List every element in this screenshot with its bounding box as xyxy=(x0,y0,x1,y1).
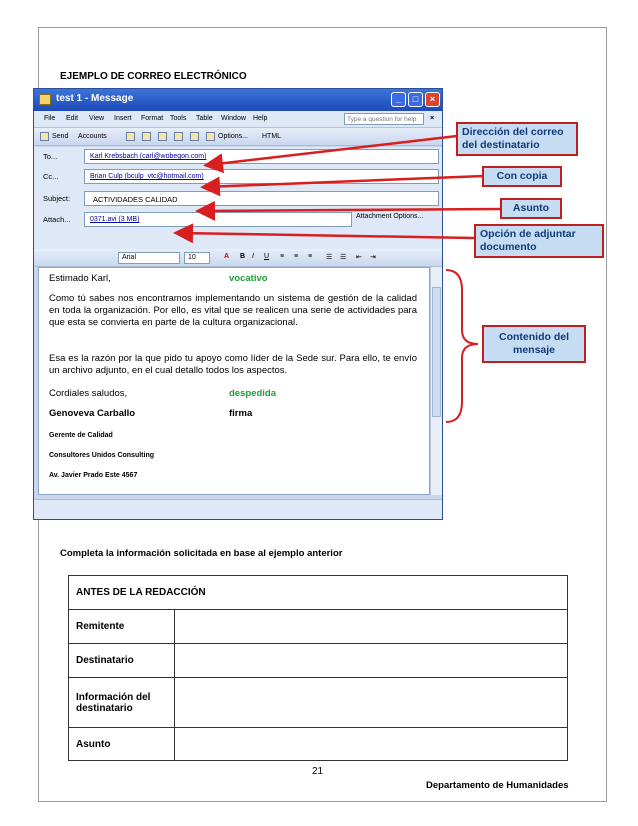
options-button[interactable]: Options... xyxy=(218,133,248,140)
send-button[interactable]: Send xyxy=(52,133,69,140)
row-input-destinatario[interactable] xyxy=(175,644,568,678)
attach-field[interactable]: 0371.avi (3 MB) xyxy=(84,212,352,227)
minimize-button[interactable]: _ xyxy=(391,92,406,107)
menu-edit[interactable]: Edit xyxy=(66,115,79,122)
italic-icon[interactable]: I xyxy=(252,253,254,260)
instruction-text: Completa la información solicitada en base al ejemplo anterior xyxy=(60,548,343,559)
callout-cc: Con copia xyxy=(482,166,562,187)
section-heading: EJEMPLO DE CORREO ELECTRÓNICO xyxy=(60,71,247,82)
menu-insert[interactable]: Insert xyxy=(114,115,132,122)
arrow-subject xyxy=(200,209,500,211)
table-row xyxy=(69,678,568,728)
callout-subject: Asunto xyxy=(500,198,562,219)
menu-window[interactable]: Window xyxy=(221,115,246,122)
bold-icon[interactable]: B xyxy=(240,253,246,260)
arrow-cc xyxy=(205,176,484,187)
menu-view[interactable]: View xyxy=(89,115,105,122)
font-size-select[interactable]: 10 xyxy=(184,252,210,264)
menu-help[interactable]: Help xyxy=(253,115,268,122)
cc-label[interactable]: Cc... xyxy=(43,172,59,181)
row-input-asunto[interactable] xyxy=(175,728,568,761)
page-number: 21 xyxy=(312,766,324,777)
to-label[interactable]: To... xyxy=(43,152,58,161)
callout-attach: Opción de adjuntar documento xyxy=(474,224,604,258)
closing: Cordiales saludos, xyxy=(49,388,128,399)
numbering-icon[interactable]: ☰ xyxy=(326,254,333,261)
close-button[interactable]: × xyxy=(425,92,440,107)
window-title: test 1 - Message xyxy=(56,93,134,104)
menu-file[interactable]: File xyxy=(44,115,56,122)
row-input-remitente[interactable] xyxy=(175,610,568,644)
callout-to: Dirección del correo del destinatario xyxy=(456,122,578,156)
to-field[interactable]: Karl Krebsbach (carl@wobegon.com) xyxy=(84,149,439,164)
help-search-input[interactable]: Type a question for help xyxy=(344,113,424,125)
row-label-remitente: Remitente xyxy=(69,610,175,644)
menu-table[interactable]: Table xyxy=(196,115,213,122)
subject-label: Subject: xyxy=(43,194,71,203)
signature-line-1: Gerente de Calidad xyxy=(49,432,113,439)
table-header-row xyxy=(69,576,568,610)
menu-tools[interactable]: Tools xyxy=(170,115,187,122)
signature-tag: firma xyxy=(229,408,253,419)
cc-field[interactable]: Brian Culp (bculp_vtc@hotmail.com) xyxy=(84,169,439,184)
menu-format[interactable]: Format xyxy=(141,115,164,122)
info-table xyxy=(68,575,568,761)
font-color-icon[interactable]: A xyxy=(224,253,230,260)
content-bracket xyxy=(446,270,478,422)
signature-line-3: Av. Javier Prado Este 4567 xyxy=(49,472,138,479)
attach-label[interactable]: Attach... xyxy=(43,215,71,224)
attachment-options-button[interactable]: Attachment Options... xyxy=(356,213,424,220)
row-input-informacion[interactable] xyxy=(175,678,568,728)
department-footer: Departamento de Humanidades xyxy=(426,780,569,791)
signature-name: Genoveva Carballo xyxy=(49,408,136,419)
maximize-button[interactable]: □ xyxy=(408,92,423,107)
font-select[interactable]: Arial xyxy=(118,252,180,264)
align-right-icon[interactable]: ≡ xyxy=(308,253,313,260)
paragraph-2: Esa es la razón por la que pido tu apoyo como líder de la Sede sur. Para ello, te envío un archivo adjunto, en el cual detallo todos los aspectos. xyxy=(49,353,417,376)
row-label-destinatario: Destinatario xyxy=(69,644,175,678)
signature-line-2: Consultores Unidos Consulting xyxy=(49,452,154,459)
bullets-icon[interactable]: ☰ xyxy=(340,254,347,261)
outdent-icon[interactable]: ⇥ xyxy=(370,254,376,261)
underline-icon[interactable]: U xyxy=(264,253,270,260)
greeting: Estimado Karl, xyxy=(49,273,111,284)
align-center-icon[interactable]: ≡ xyxy=(294,253,299,260)
table-row xyxy=(69,728,568,761)
row-label-informacion: Información del destinatario xyxy=(69,678,175,728)
closing-tag: despedida xyxy=(229,388,276,399)
table-row xyxy=(69,644,568,678)
paragraph-1: Como tú sabes nos encontramos implementando un sistema de gestión de la calidad en toda la organización. Por ello, es vital que se realicen una serie de actividades para que esta se convierta en parte de la cultura organizacional. xyxy=(49,293,417,328)
indent-icon[interactable]: ⇤ xyxy=(356,254,362,261)
accounts-button[interactable]: Accounts xyxy=(78,133,107,140)
arrow-attach xyxy=(178,233,474,238)
callout-content: Contenido del mensaje xyxy=(482,325,586,363)
row-label-asunto: Asunto xyxy=(69,728,175,761)
align-left-icon[interactable]: ≡ xyxy=(280,253,285,260)
table-row xyxy=(69,610,568,644)
table-header: ANTES DE LA REDACCIÓN xyxy=(69,576,568,610)
format-select[interactable]: HTML xyxy=(262,133,282,140)
subject-field[interactable]: ACTIVIDADES CALIDAD xyxy=(84,191,439,206)
greeting-tag: vocativo xyxy=(229,273,268,284)
arrow-to xyxy=(208,136,457,165)
close-doc-icon[interactable]: × xyxy=(430,115,435,122)
